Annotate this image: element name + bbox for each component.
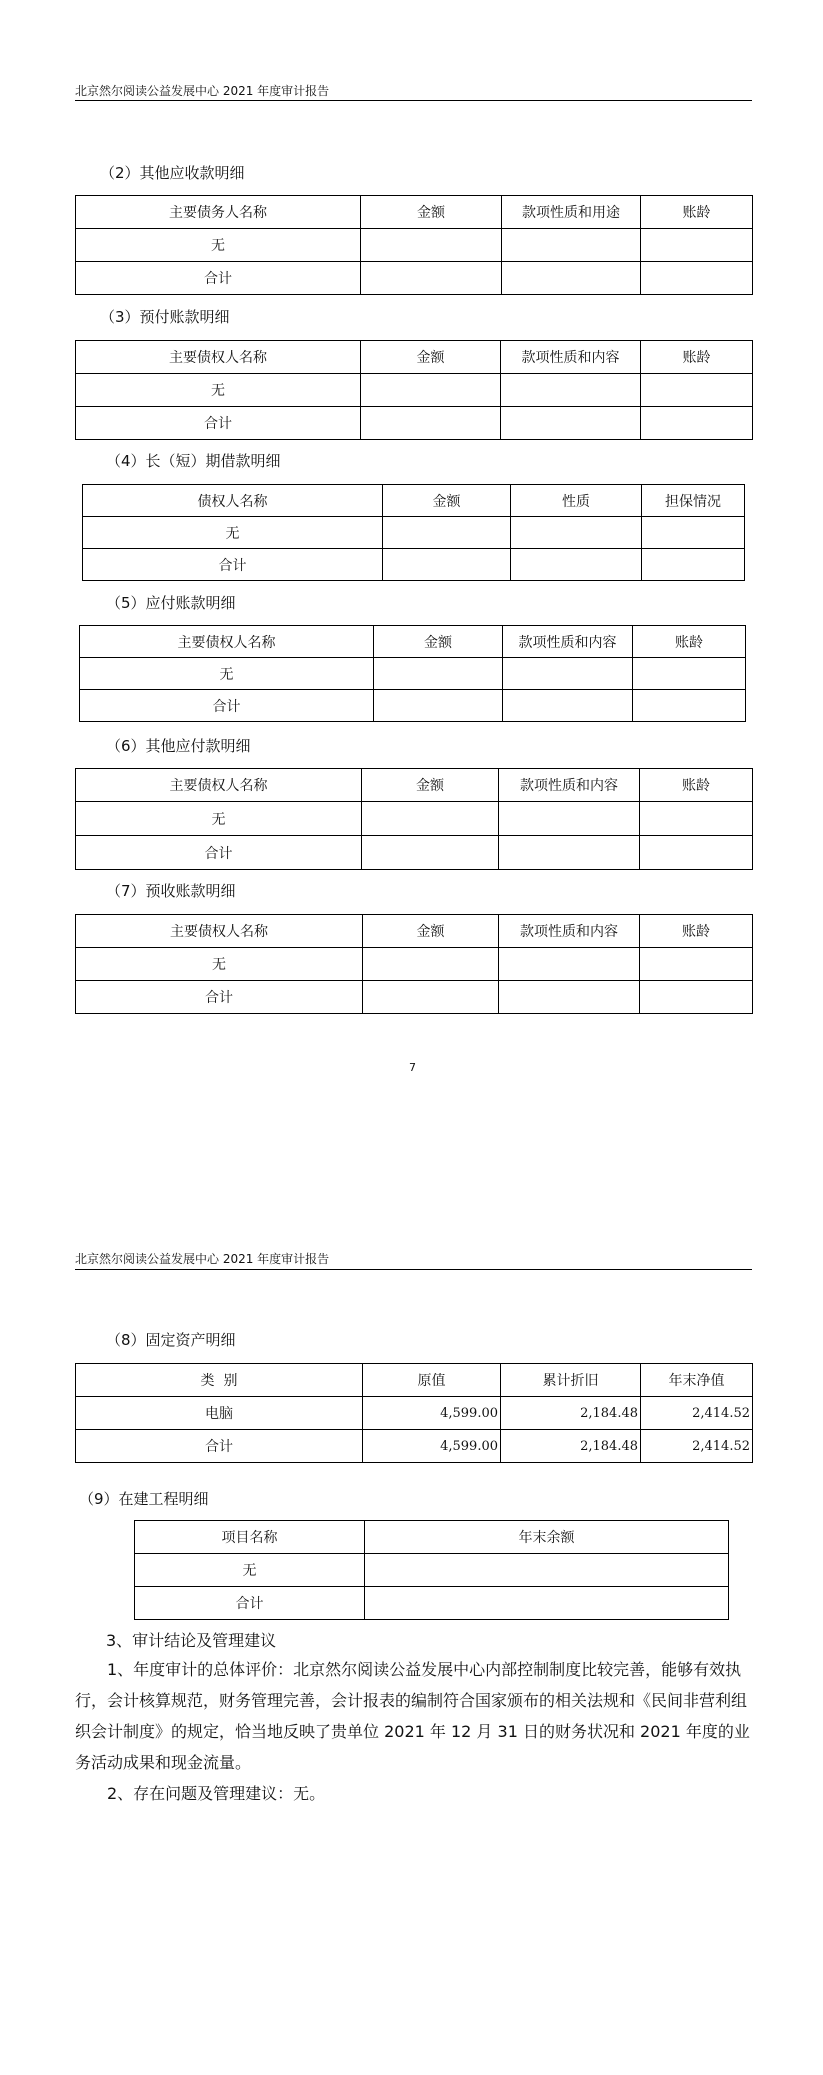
table-row-total: [80, 690, 746, 722]
table-row-total: [83, 549, 745, 581]
table-cell: 无: [76, 948, 363, 981]
table-cell: [511, 517, 642, 549]
table-cell: [642, 549, 745, 581]
header-rule: [75, 100, 752, 101]
table-cell: 电脑: [76, 1397, 363, 1430]
table-cell: [633, 690, 746, 722]
table-cell: 2,414.52: [641, 1397, 753, 1430]
receivables-table: [75, 195, 753, 295]
section-title: （3）预付账款明细: [100, 308, 230, 326]
table-cell: 无: [80, 658, 374, 690]
column-header: 款项性质和内容: [499, 769, 640, 802]
table-cell: 合计: [76, 836, 362, 870]
table-row: [76, 374, 753, 407]
table-cell: [383, 549, 511, 581]
column-header: 款项性质和用途: [502, 196, 641, 229]
column-header: 款项性质和内容: [499, 915, 640, 948]
table-cell: [361, 407, 501, 440]
table-cell: [363, 981, 499, 1014]
table-row: [76, 948, 753, 981]
table-cell: 合计: [80, 690, 374, 722]
table-cell: [503, 658, 633, 690]
paragraph-evaluation: 1、年度审计的总体评价：北京然尔阅读公益发展中心内部控制制度比较完善，能够有效执行，会计核算规范，财务管理完善，会计报表的编制符合国家颁布的相关法规和《民间非营利组织会计制度》的规定，恰当地反映了贵单位 2021 年 12 月 31 日的财务状况和 2021 年度的业务活动成果和现金流量。: [75, 1660, 750, 1772]
table-cell: 合计: [135, 1587, 365, 1620]
table-cell: [361, 374, 501, 407]
table-cell: [383, 517, 511, 549]
column-header: 债权人名称: [83, 485, 383, 517]
table-cell: 无: [135, 1554, 365, 1587]
table-row: [80, 658, 746, 690]
column-header: 账龄: [633, 626, 746, 658]
column-header: 金额: [361, 196, 502, 229]
table-cell: [502, 262, 641, 295]
table-cell: [640, 802, 753, 836]
table-cell: [501, 374, 641, 407]
paragraph-issues: 2、存在问题及管理建议：无。: [107, 1784, 326, 1803]
table-cell: [362, 802, 499, 836]
table-row-total: [76, 407, 753, 440]
table-row: [76, 229, 753, 262]
section-title: （6）其他应付款明细: [106, 737, 251, 755]
table-cell: [511, 549, 642, 581]
table-cell: 无: [83, 517, 383, 549]
table-cell: [501, 407, 641, 440]
table-cell: 2,414.52: [641, 1430, 753, 1463]
table-cell: [499, 802, 640, 836]
table-cell: [499, 836, 640, 870]
table-row: [83, 517, 745, 549]
section-title: （4）长（短）期借款明细: [106, 452, 281, 470]
advance-receipts-table: [75, 914, 753, 1014]
column-header: 主要债权人名称: [76, 769, 362, 802]
column-header: 金额: [374, 626, 503, 658]
table-row-total: [76, 836, 753, 870]
column-header: 账龄: [640, 769, 753, 802]
section-title: （8）固定资产明细: [106, 1331, 236, 1349]
column-header: 金额: [362, 769, 499, 802]
section-title: （5）应付账款明细: [106, 594, 236, 612]
table-row-total: [76, 981, 753, 1014]
table-cell: [633, 658, 746, 690]
table-cell: 4,599.00: [363, 1430, 501, 1463]
table-cell: [374, 658, 503, 690]
table-cell: 无: [76, 802, 362, 836]
table-cell: [362, 836, 499, 870]
section-title: （7）预收账款明细: [106, 882, 236, 900]
column-header: 账龄: [641, 341, 753, 374]
table-cell: [641, 407, 753, 440]
table-cell: 合计: [76, 1430, 363, 1463]
column-header: 原值: [363, 1364, 501, 1397]
table-cell: 2,184.48: [501, 1397, 641, 1430]
table-cell: [365, 1554, 729, 1587]
page-header: 北京然尔阅读公益发展中心 2021 年度审计报告: [75, 84, 330, 98]
table-cell: [640, 836, 753, 870]
column-header: 类 别: [76, 1364, 363, 1397]
column-header: 款项性质和内容: [503, 626, 633, 658]
column-header: 项目名称: [135, 1521, 365, 1554]
table-cell: [365, 1587, 729, 1620]
conclusion-body: [75, 1654, 755, 1809]
column-header: 账龄: [641, 196, 753, 229]
table-cell: [374, 690, 503, 722]
column-header: 款项性质和内容: [501, 341, 641, 374]
column-header: 担保情况: [642, 485, 745, 517]
table-row-total: [76, 1430, 753, 1463]
table-row-total: [135, 1587, 729, 1620]
fixed-assets-table: [75, 1363, 753, 1463]
table-cell: [499, 981, 640, 1014]
column-header: 主要债权人名称: [76, 915, 363, 948]
section-title: （2）其他应收款明细: [100, 164, 245, 182]
table-cell: [641, 229, 753, 262]
column-header: 主要债权人名称: [76, 341, 361, 374]
column-header: 账龄: [640, 915, 753, 948]
column-header: 主要债务人名称: [76, 196, 361, 229]
section-title: （9）在建工程明细: [79, 1490, 209, 1508]
header-rule: [75, 1269, 752, 1270]
table-cell: [641, 374, 753, 407]
table-cell: [641, 262, 753, 295]
table-cell: 无: [76, 374, 361, 407]
prepayments-table: [75, 340, 753, 440]
table-cell: 合计: [76, 262, 361, 295]
column-header: 主要债权人名称: [80, 626, 374, 658]
table-cell: [503, 690, 633, 722]
table-cell: [640, 948, 753, 981]
table-cell: 合计: [83, 549, 383, 581]
column-header: 金额: [383, 485, 511, 517]
column-header: 金额: [361, 341, 501, 374]
table-row: [76, 1397, 753, 1430]
table-row: [135, 1554, 729, 1587]
table-row: [76, 802, 753, 836]
column-header: 年末净值: [641, 1364, 753, 1397]
table-cell: [640, 981, 753, 1014]
table-cell: 合计: [76, 981, 363, 1014]
table-cell: [363, 948, 499, 981]
column-header: 累计折旧: [501, 1364, 641, 1397]
table-cell: [361, 262, 502, 295]
table-cell: 无: [76, 229, 361, 262]
table-cell: [499, 948, 640, 981]
table-cell: 2,184.48: [501, 1430, 641, 1463]
other-payables-table: [75, 768, 753, 870]
construction-table: [134, 1520, 729, 1620]
table-cell: [502, 229, 641, 262]
table-cell: [361, 229, 502, 262]
conclusion-heading: 3、审计结论及管理建议: [106, 1631, 277, 1650]
loans-table: [82, 484, 745, 581]
payables-table: [79, 625, 746, 722]
column-header: 年末余额: [365, 1521, 729, 1554]
table-cell: [642, 517, 745, 549]
table-cell: 4,599.00: [363, 1397, 501, 1430]
page-header: 北京然尔阅读公益发展中心 2021 年度审计报告: [75, 1252, 330, 1266]
column-header: 金额: [363, 915, 499, 948]
table-row-total: [76, 262, 753, 295]
table-cell: 合计: [76, 407, 361, 440]
page-number: 7: [409, 1061, 416, 1074]
column-header: 性质: [511, 485, 642, 517]
